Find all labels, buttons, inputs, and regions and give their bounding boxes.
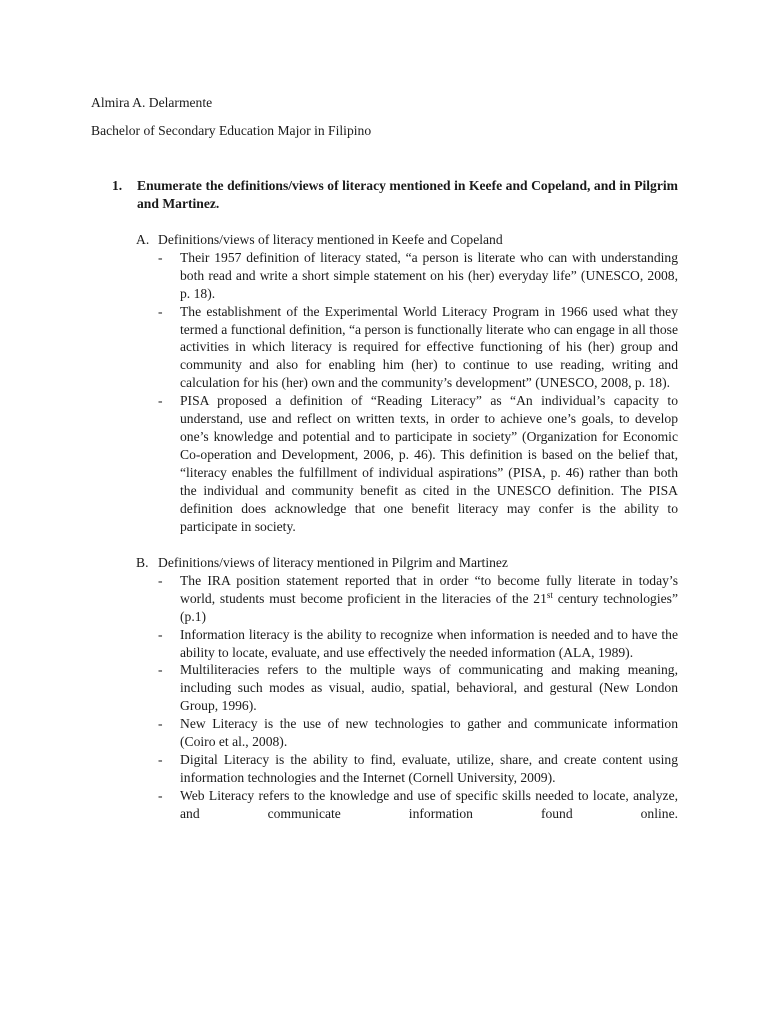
dash-bullet: -: [158, 393, 163, 409]
list-item-text: Information literacy is the ability to recognize when information is needed and to have the ability to locate, evaluate, and use effectively the needed information (ALA, 1989).: [180, 626, 678, 660]
list-item-text: [180, 572, 678, 626]
author-name: Almira A. Delarmente: [91, 95, 213, 110]
ira-text-before: The IRA position statement reported that in order “to become fully literate in today’s world, students must become proficient in the literacies of the 21: [180, 572, 678, 606]
section-a-heading: [136, 231, 678, 249]
section-a-letter: A.: [136, 232, 150, 247]
dash-bullet: -: [158, 626, 163, 642]
list-item: [136, 751, 678, 787]
list-item: [136, 303, 678, 393]
list-item-text: Multiliteracies refers to the multiple ways of communicating and making meaning, including such modes as visual, audio, spatial, behavioral, and gestural (New London Group, 1996).: [180, 662, 678, 714]
question-text: Enumerate the definitions/views of literacy mentioned in Keefe and Copeland, and in Pilgrim and Martinez.: [137, 178, 678, 211]
section-b-list: [136, 572, 678, 823]
section-a-title: Definitions/views of literacy mentioned in Keefe and Copeland: [158, 232, 503, 247]
section-b-title: Definitions/views of literacy mentioned in Pilgrim and Martinez: [158, 555, 508, 570]
list-item-text: The establishment of the Experimental World Literacy Program in 1966 used what they termed a functional definition, “a person is functionally literate who can engage in all those activities in which literacy is required for effective functioning of his (her) group and community and also for enabling him (her) to continue to use reading, writing and calculation for his (her) own and the community’s development” (UNESCO, 2008, p. 18).: [180, 303, 678, 391]
section-a: [136, 231, 678, 535]
section-b: [136, 554, 678, 823]
list-item: [136, 787, 678, 823]
question-number: 1.: [112, 178, 123, 193]
dash-bullet: -: [158, 303, 163, 319]
section-b-heading: [136, 554, 678, 572]
list-item: [136, 392, 678, 535]
list-item: [136, 249, 678, 303]
section-a-list: [136, 249, 678, 536]
list-item: [136, 661, 678, 715]
list-item: [136, 715, 678, 751]
program-name: Bachelor of Secondary Education Major in Filipino: [91, 123, 372, 138]
dash-bullet: -: [158, 662, 163, 678]
list-item-text: Their 1957 definition of literacy stated, “a person is literate who can with understanding both read and write a short simple statement on his (her) everyday life” (UNESCO, 2008, p. 18).: [180, 249, 678, 301]
dash-bullet: -: [158, 572, 163, 588]
list-item-text: New Literacy is the use of new technologies to gather and communicate information (Coiro et al., 2008).: [180, 716, 678, 750]
ira-text-after: century technologies” (p.1): [180, 590, 678, 624]
dash-bullet: -: [158, 249, 163, 265]
list-item: [136, 626, 678, 662]
list-item-text: Digital Literacy is the ability to find, evaluate, utilize, share, and create content using information technologies and the Internet (Cornell University, 2009).: [180, 751, 678, 785]
list-item-text: Web Literacy refers to the knowledge and use of specific skills needed to locate, analyze, and communicate information found online.: [180, 787, 678, 821]
ira-superscript: st: [546, 589, 553, 600]
dash-bullet: -: [158, 787, 163, 803]
list-item: [136, 572, 678, 626]
question-1: [112, 177, 678, 213]
section-b-letter: B.: [136, 555, 149, 570]
dash-bullet: -: [158, 716, 163, 732]
list-item-text: PISA proposed a definition of “Reading Literacy” as “An individual’s capacity to understand, use and reflect on written texts, in order to achieve one’s goals, to develop one’s knowledge and potential and to participate in society” (Organization for Economic Co-operation and Development, 2006, p. 46). This definition is based on the belief that, “literacy enables the fulfillment of individual aspirations” (PISA, p. 46) rather than both the individual and community benefit as cited in the UNESCO definition. The PISA definition does acknowledge that one benefit literacy may confer is the ability to participate in society.: [180, 393, 678, 534]
dash-bullet: -: [158, 751, 163, 767]
